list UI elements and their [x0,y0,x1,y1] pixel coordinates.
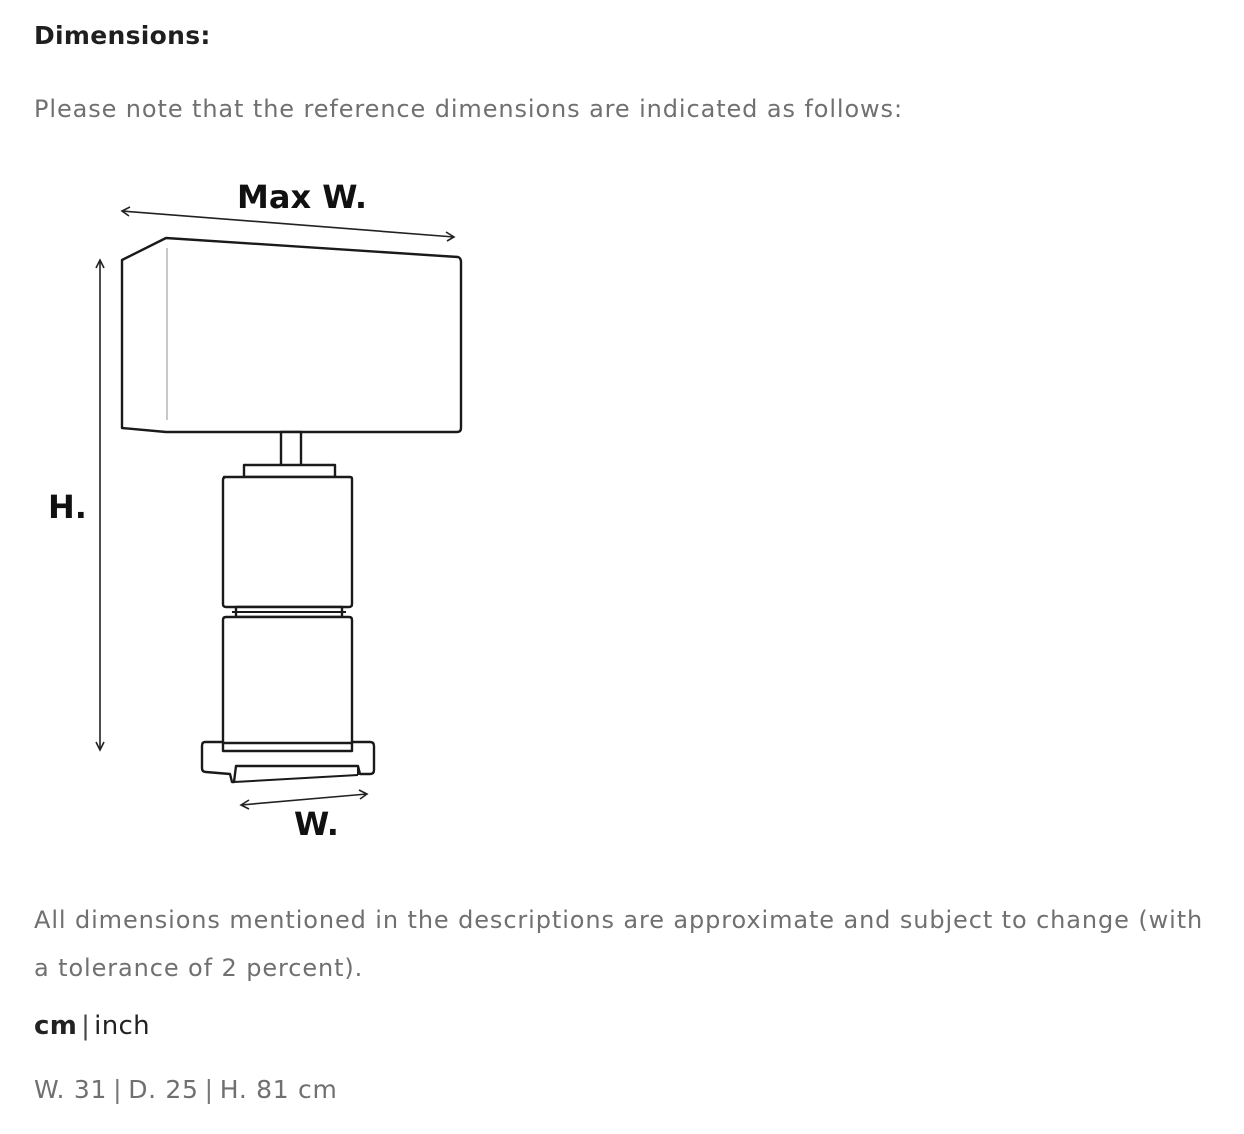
lamp-body-upper [223,477,352,607]
product-measurements [34,1075,338,1104]
measurement-separator: | [113,1075,123,1104]
lamp-neck [281,432,301,466]
measurement-height: H. 81 cm [219,1075,338,1104]
lamp-shade [122,238,461,432]
section-title: Dimensions: [34,21,211,50]
lamp-illustration [122,238,461,782]
dimension-disclaimer: All dimensions mentioned in the descriptions are approximate and subject to change (with a tolerance of 2 percent). [34,906,1204,982]
unit-inch-option[interactable]: inch [94,1011,150,1041]
unit-cm-option[interactable]: cm [34,1011,78,1041]
max-width-label: Max W. [237,178,368,216]
unit-switcher [34,1011,150,1041]
height-arrow [96,260,104,750]
unit-separator: | [81,1011,91,1041]
lamp-dimension-diagram [0,160,520,860]
width-label: W. [294,805,339,843]
measurement-width: W. 31 [34,1075,108,1104]
height-label: H. [48,488,87,526]
measurement-depth: D. 25 [128,1075,199,1104]
lamp-body-lower [223,617,352,743]
measurement-separator: | [204,1075,214,1104]
reference-note: Please note that the reference dimensions are indicated as follows: [34,95,903,123]
